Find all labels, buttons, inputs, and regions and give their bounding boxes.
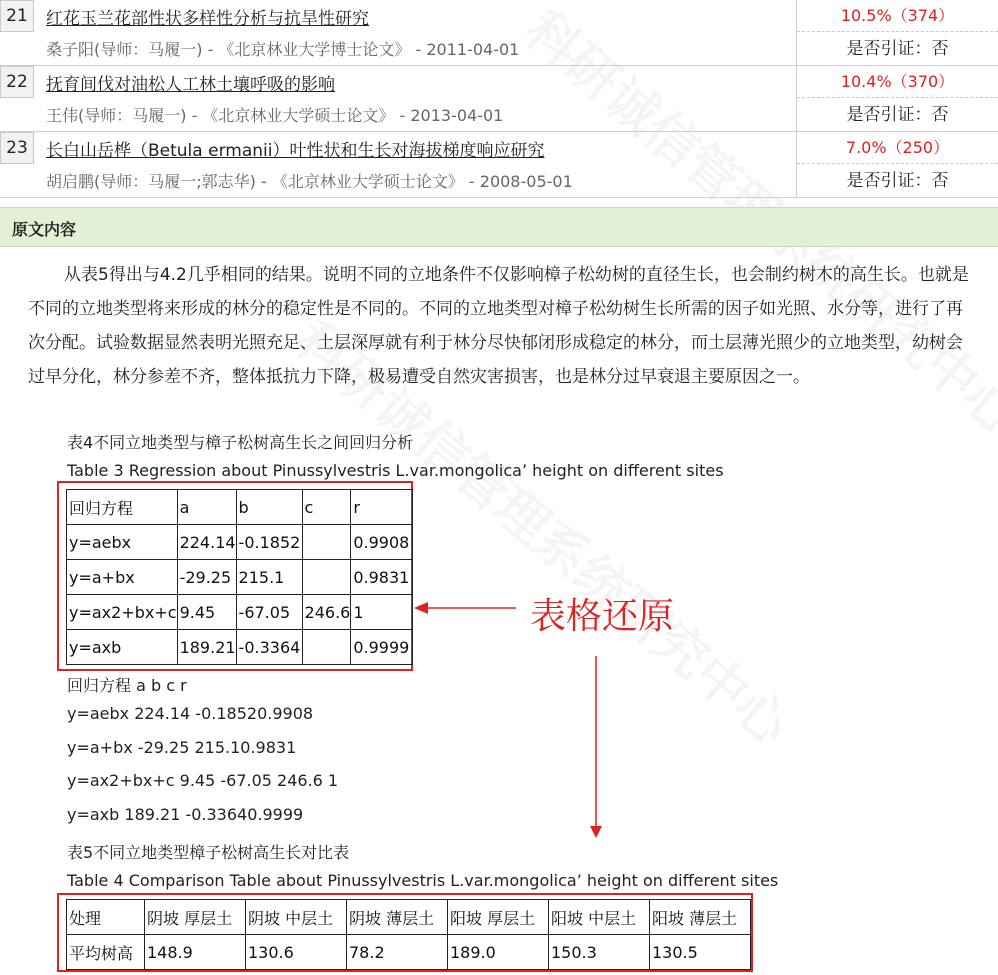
result-number: 23 xyxy=(0,132,34,164)
table-cell: 215.1 xyxy=(236,560,302,595)
comparison-table xyxy=(66,899,751,970)
table-header-cell: 阴坡 薄层土 xyxy=(347,900,448,935)
table-row xyxy=(67,630,413,665)
result-item xyxy=(0,0,998,66)
table-header-cell: b xyxy=(236,490,302,525)
table-cell: y=axb xyxy=(67,630,178,665)
table-cell: -29.25 xyxy=(177,560,236,595)
result-title-link[interactable]: 抚育间伐对油松人工林土壤呼吸的影响 xyxy=(46,75,335,95)
raw-text-line: 回归方程 a b c r xyxy=(67,676,187,695)
table-cell: 9.45 xyxy=(177,595,236,630)
table-header-cell: 阳坡 中层土 xyxy=(549,900,650,935)
table-row xyxy=(67,560,413,595)
table-cell: 0.9831 xyxy=(351,560,413,595)
table-cell xyxy=(302,560,351,595)
table-header-cell: 回归方程 xyxy=(67,490,178,525)
table-cell: -0.1852 xyxy=(236,525,302,560)
citation-status: 是否引证：否 xyxy=(846,39,949,59)
section-header xyxy=(0,207,998,247)
regression-table xyxy=(66,489,413,665)
table4-caption-cn: 表5不同立地类型樟子松树高生长对比表 xyxy=(67,843,350,862)
raw-text-line: y=ax2+bx+c 9.45 -67.05 246.6 1 xyxy=(67,771,339,790)
table4-caption-en: Table 4 Comparison Table about Pinussylvestris L.var.mongolica’ height on different sites xyxy=(67,871,779,890)
table-cell xyxy=(302,630,351,665)
table-header-cell: a xyxy=(177,490,236,525)
result-item xyxy=(0,132,998,198)
result-number: 21 xyxy=(0,0,34,32)
annotation-label: 表格还原 xyxy=(530,596,675,637)
table-header-cell: 阴坡 中层土 xyxy=(246,900,347,935)
table-cell: 平均树高 xyxy=(67,935,145,970)
body-paragraph: 从表5得出与4.2几乎相同的结果。说明不同的立地条件不仅影响樟子松幼树的直径生长，也会制约树木的高生长。也就是不同的立地类型将来形成的林分的稳定性是不同的。不同的立地类型对樟子松幼树生长所需的因子如光照、水分等，进行了再次分配。试验数据显然表明光照充足、土层深厚就有利于林分尽快郁闭形成稳定的林分，而土层薄光照少的立地类型，幼树会过早分化，林分参差不齐，整体抵抗力下降，极易遭受自然灾害损害，也是林分过早衰退主要原因之一。 xyxy=(28,265,969,387)
table-cell: 0.9908 xyxy=(351,525,413,560)
result-meta: 桑子阳(导师：马履一) - 《北京林业大学博士论文》 - 2011-04-01 xyxy=(46,40,520,59)
raw-text-line: y=axb 189.21 -0.33640.9999 xyxy=(67,805,304,824)
table-header-cell: 阳坡 厚层土 xyxy=(448,900,549,935)
table-header-row xyxy=(67,900,751,935)
table-cell xyxy=(302,525,351,560)
table-cell: 246.6 xyxy=(302,595,351,630)
table-header-cell: 阴坡 厚层土 xyxy=(145,900,246,935)
table-cell: 0.9999 xyxy=(351,630,413,665)
similarity-score: 10.4%（370） xyxy=(797,66,998,98)
table-row xyxy=(67,595,413,630)
result-title-link[interactable]: 长白山岳桦（Betula ermanii）叶性状和生长对海拔梯度响应研究 xyxy=(46,141,545,161)
table-header-cell: c xyxy=(302,490,351,525)
result-number: 22 xyxy=(0,66,34,98)
raw-text-line: y=a+bx -29.25 215.10.9831 xyxy=(67,738,297,757)
citation-status: 是否引证：否 xyxy=(846,105,949,125)
citation-status: 是否引证：否 xyxy=(846,171,949,191)
result-meta: 胡启鹏(导师：马履一;郭志华) - 《北京林业大学硕士论文》 - 2008-05-01 xyxy=(46,172,573,191)
table-header-row xyxy=(67,490,413,525)
table-header-cell: r xyxy=(351,490,413,525)
table-cell: 130.5 xyxy=(650,935,751,970)
table3-caption-cn: 表4不同立地类型与樟子松树高生长之间回归分析 xyxy=(67,433,414,452)
table-cell: 130.6 xyxy=(246,935,347,970)
similarity-score: 10.5%（374） xyxy=(797,0,998,32)
table-cell: 148.9 xyxy=(145,935,246,970)
result-meta: 王伟(导师：马履一) - 《北京林业大学硕士论文》 - 2013-04-01 xyxy=(46,106,504,125)
table-cell: 189.21 xyxy=(177,630,236,665)
arrow-left-head xyxy=(414,602,428,614)
table-cell: 224.14 xyxy=(177,525,236,560)
table-cell: -67.05 xyxy=(236,595,302,630)
table-cell: y=a+bx xyxy=(67,560,178,595)
raw-text-line: y=aebx 224.14 -0.18520.9908 xyxy=(67,704,314,723)
table-row xyxy=(67,935,751,970)
result-item xyxy=(0,66,998,132)
table-cell: 1 xyxy=(351,595,413,630)
table-cell: 150.3 xyxy=(549,935,650,970)
similarity-score: 7.0%（250） xyxy=(797,132,998,164)
arrow-down-head xyxy=(590,826,602,838)
table-cell: y=ax2+bx+c xyxy=(67,595,178,630)
table-cell: 78.2 xyxy=(347,935,448,970)
table-cell: y=aebx xyxy=(67,525,178,560)
table-cell: 189.0 xyxy=(448,935,549,970)
table3-caption-en: Table 3 Regression about Pinussylvestris L.var.mongolica’ height on different sites xyxy=(67,461,724,480)
section-title: 原文内容 xyxy=(12,220,77,239)
table-header-cell: 阳坡 薄层土 xyxy=(650,900,751,935)
result-title-link[interactable]: 红花玉兰花部性状多样性分析与抗旱性研究 xyxy=(46,9,369,29)
table-cell: -0.3364 xyxy=(236,630,302,665)
table-header-cell: 处理 xyxy=(67,900,145,935)
table-row xyxy=(67,525,413,560)
